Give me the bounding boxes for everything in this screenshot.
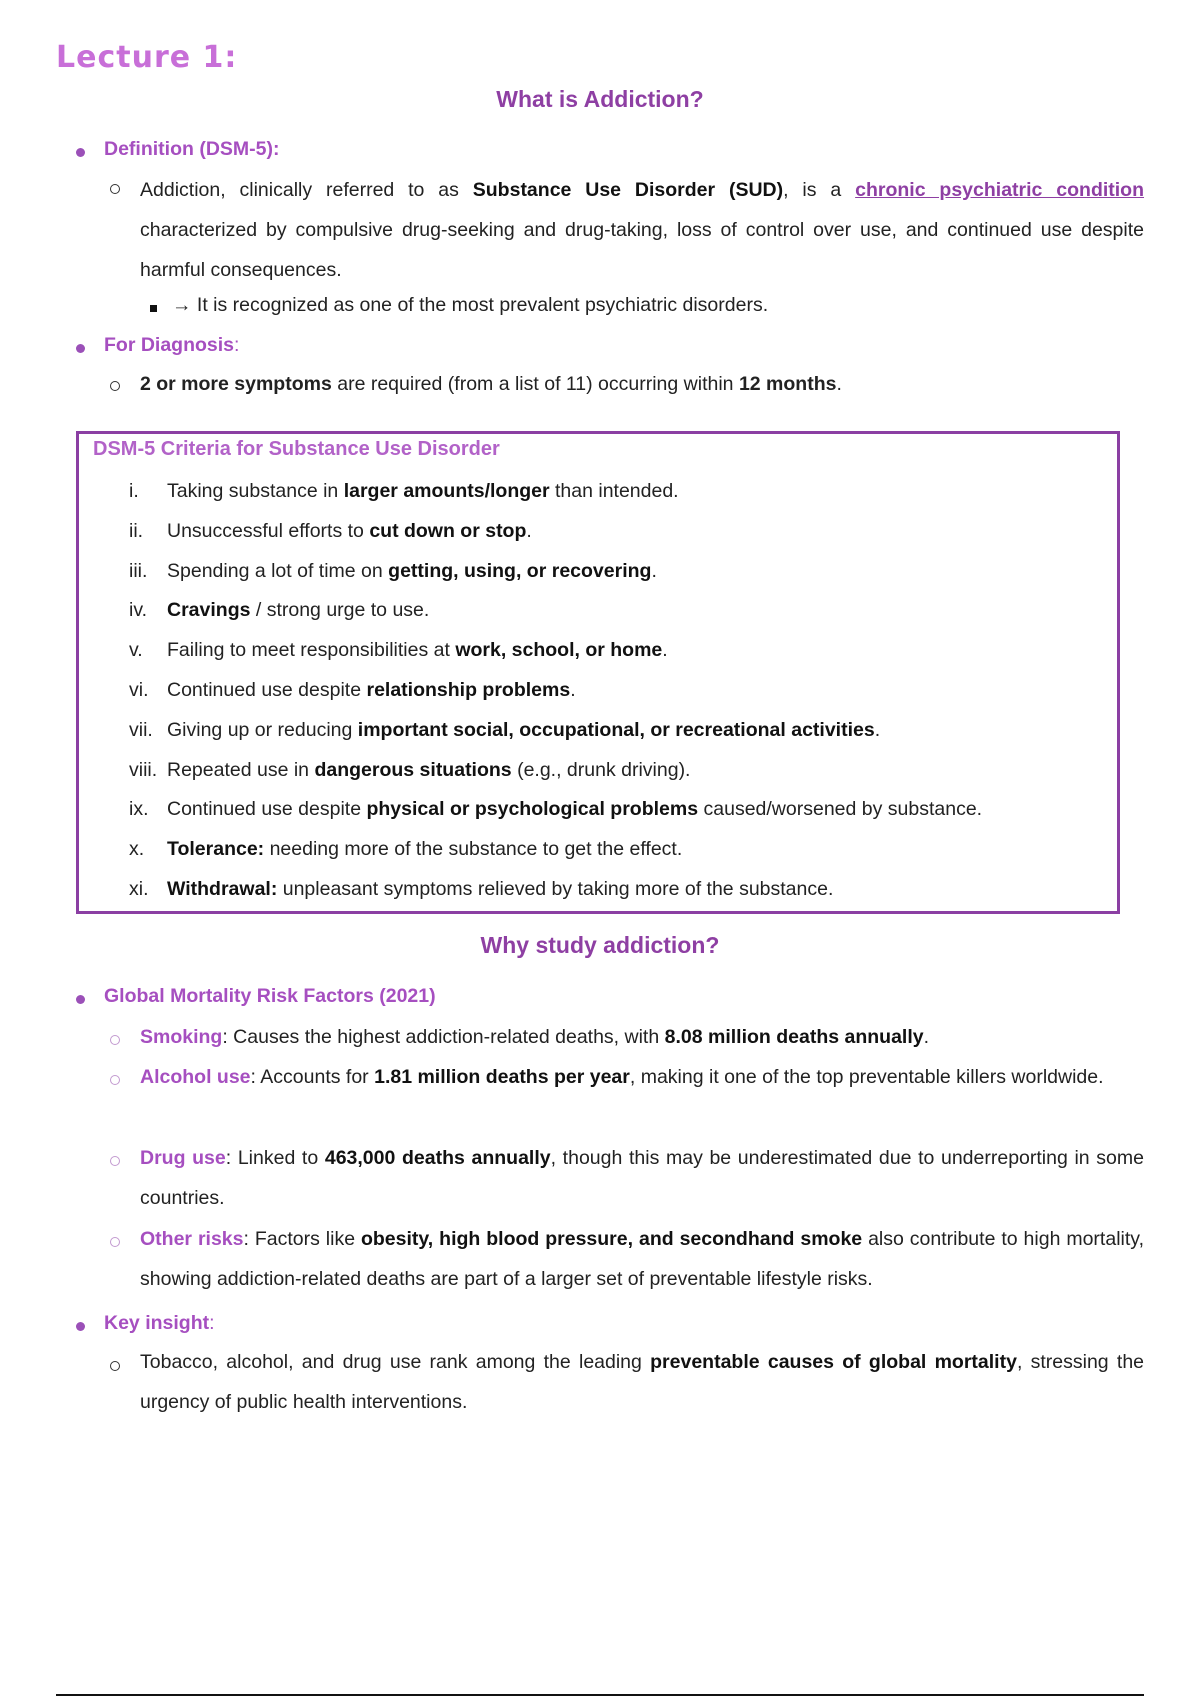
bullet-dot xyxy=(76,344,85,353)
dsm5-criteria-box xyxy=(76,431,1120,914)
circle-bullet xyxy=(110,1361,120,1371)
criteria-item: x. Tolerance: needing more of the substance to get the effect. xyxy=(129,838,683,861)
criteria-item: i. Taking substance in larger amounts/longer than intended. xyxy=(129,480,679,502)
criteria-item: viii. Repeated use in dangerous situations (e.g., drunk driving). xyxy=(129,758,691,781)
circle-bullet xyxy=(110,1156,120,1166)
diagnosis-heading: For Diagnosis: xyxy=(104,334,240,356)
bullet-dot xyxy=(76,995,85,1004)
bullet-dot xyxy=(76,148,85,157)
criteria-box-title: DSM-5 Criteria for Substance Use Disorder xyxy=(93,438,500,460)
criteria-item: vii. Giving up or reducing important social, occupational, or recreational activities. xyxy=(129,718,881,741)
bullet-dot xyxy=(76,1322,85,1331)
circle-bullet xyxy=(110,184,120,194)
key-insight-text: Tobacco, alcohol, and drug use rank among the leading preventable causes of global mortality, stressing the urgency of public health interventions. xyxy=(140,1351,1145,1413)
circle-bullet xyxy=(110,381,120,391)
criteria-item: xi. Withdrawal: unpleasant symptoms relieved by taking more of the substance. xyxy=(129,878,834,900)
definition-heading: Definition (DSM-5): xyxy=(104,138,280,160)
circle-bullet xyxy=(110,1035,120,1045)
criteria-item: ix. Continued use despite physical or psychological problems caused/worsened by substance. xyxy=(129,798,983,821)
circle-bullet xyxy=(110,1237,120,1247)
definition-paragraph: Addiction, clinically referred to as Substance Use Disorder (SUD), is a chronic psychiatric condition characterized by compulsive drug-seeking and drug-taking, loss of control over use, and continued use despite harmful consequences. xyxy=(140,179,1145,281)
mortality-heading: Global Mortality Risk Factors (2021) xyxy=(104,985,436,1007)
footer-rule xyxy=(56,1694,1144,1696)
drug-use-item: Drug use: Linked to 463,000 deaths annually, though this may be underestimated due to underreporting in some countries. xyxy=(140,1147,1144,1209)
smoking-item: Smoking: Causes the highest addiction-related deaths, with 8.08 million deaths annually. xyxy=(140,1026,930,1048)
diagnosis-requirement: 2 or more symptoms are required (from a list of 11) occurring within 12 months. xyxy=(140,373,842,395)
criteria-item: vi. Continued use despite relationship problems. xyxy=(129,679,576,701)
what-is-addiction-title: What is Addiction? xyxy=(496,86,704,112)
criteria-item: ii. Unsuccessful efforts to cut down or stop. xyxy=(129,519,532,542)
alcohol-item: Alcohol use: Accounts for 1.81 million deaths per year, making it one of the top preventable killers worldwide. xyxy=(140,1066,1104,1088)
chronic-psychiatric-condition-link[interactable]: chronic psychiatric condition xyxy=(855,179,1145,201)
prevalent-disorder-note: → It is recognized as one of the most prevalent psychiatric disorders. xyxy=(172,294,769,316)
criteria-item: iii. Spending a lot of time on getting, using, or recovering. xyxy=(129,559,657,582)
why-study-addiction-title: Why study addiction? xyxy=(480,932,720,958)
other-risks-item: Other risks: Factors like obesity, high blood pressure, and secondhand smoke also contribute to high mortality, showing addiction-related deaths are part of a larger set of preventable lifestyle risks. xyxy=(140,1228,1144,1290)
criteria-item: iv. Cravings / strong urge to use. xyxy=(129,599,430,622)
criteria-item: v. Failing to meet responsibilities at work, school, or home. xyxy=(129,639,668,662)
square-bullet xyxy=(150,305,157,312)
lecture-heading: Lecture 1: xyxy=(56,40,238,75)
key-insight-heading: Key insight: xyxy=(104,1312,215,1334)
circle-bullet xyxy=(110,1075,120,1085)
